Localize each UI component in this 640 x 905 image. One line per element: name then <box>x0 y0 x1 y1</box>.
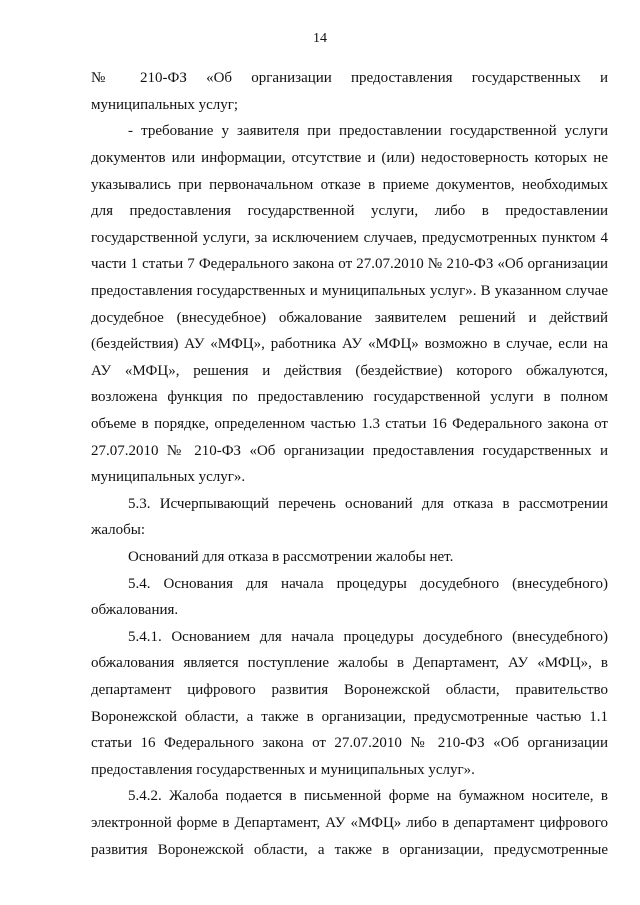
text-line: (бездействия) АУ «МФЦ», работника АУ «МФЦ» возможно в случае, если на <box>91 336 608 352</box>
text-line: государственной услуги, за исключением случаев, предусмотренных пунктом 4 <box>91 230 608 246</box>
text-line: указывались при первоначальном отказе в приеме документов, необходимых <box>91 177 608 193</box>
text-line: обжалования является поступление жалобы в Департамент, АУ «МФЦ», в <box>91 655 608 671</box>
text-line: муниципальных услуг; <box>91 97 239 113</box>
text-line: предоставления государственных и муниципальных услуг». <box>91 762 475 778</box>
text-line: 5.4. Основания для начала процедуры досудебного (внесудебного) <box>128 576 608 592</box>
text-line: 5.3. Исчерпывающий перечень оснований для отказа в рассмотрении <box>128 496 608 512</box>
text-line: статьи 16 Федерального закона от 27.07.2010 № 210-ФЗ «Об организации <box>91 735 608 751</box>
text-line: возложена функция по предоставлению государственной услуги в полном <box>91 389 608 405</box>
text-line: жалобы: <box>91 522 146 538</box>
text-line: электронной форме в Департамент, АУ «МФЦ» либо в департамент цифрового <box>91 815 608 831</box>
text-line: 5.4.1. Основанием для начала процедуры досудебного (внесудебного) <box>128 629 608 645</box>
text-line: 5.4.2. Жалоба подается в письменной форме на бумажном носителе, в <box>128 788 608 804</box>
text-line: № 210-ФЗ «Об организации предоставления государственных и <box>91 70 608 86</box>
text-line: 27.07.2010 № 210-ФЗ «Об организации предоставления государственных и <box>91 443 608 459</box>
text-line: объеме в порядке, определенном частью 1.3 статьи 16 Федерального закона от <box>91 416 608 432</box>
text-line: документов или информации, отсутствие и (или) недостоверность которых не <box>91 150 608 166</box>
text-line: - требование у заявителя при предоставлении государственной услуги <box>128 123 608 139</box>
text-line: муниципальных услуг». <box>91 469 246 485</box>
text-line: департамент цифрового развития Воронежской области, правительство <box>91 682 608 698</box>
text-line: части 1 статьи 7 Федерального закона от 27.07.2010 № 210-ФЗ «Об организации <box>91 256 608 272</box>
text-line: для предоставления государственной услуги, либо в предоставлении <box>91 203 608 219</box>
text-line: обжалования. <box>91 602 179 618</box>
page-number: 14 <box>313 31 327 46</box>
text-line: Оснований для отказа в рассмотрении жалобы нет. <box>128 549 454 565</box>
text-line: Воронежской области, а также в организации, предусмотренные частью 1.1 <box>91 709 608 725</box>
text-line: развития Воронежской области, а также в организации, предусмотренные <box>91 842 608 858</box>
text-line: досудебное (внесудебное) обжалование заявителем решений и действий <box>91 310 608 326</box>
text-line: АУ «МФЦ», решения и действия (бездействие) которого обжалуются, <box>91 363 608 379</box>
text-line: предоставления государственных и муниципальных услуг». В указанном случае <box>91 283 608 299</box>
